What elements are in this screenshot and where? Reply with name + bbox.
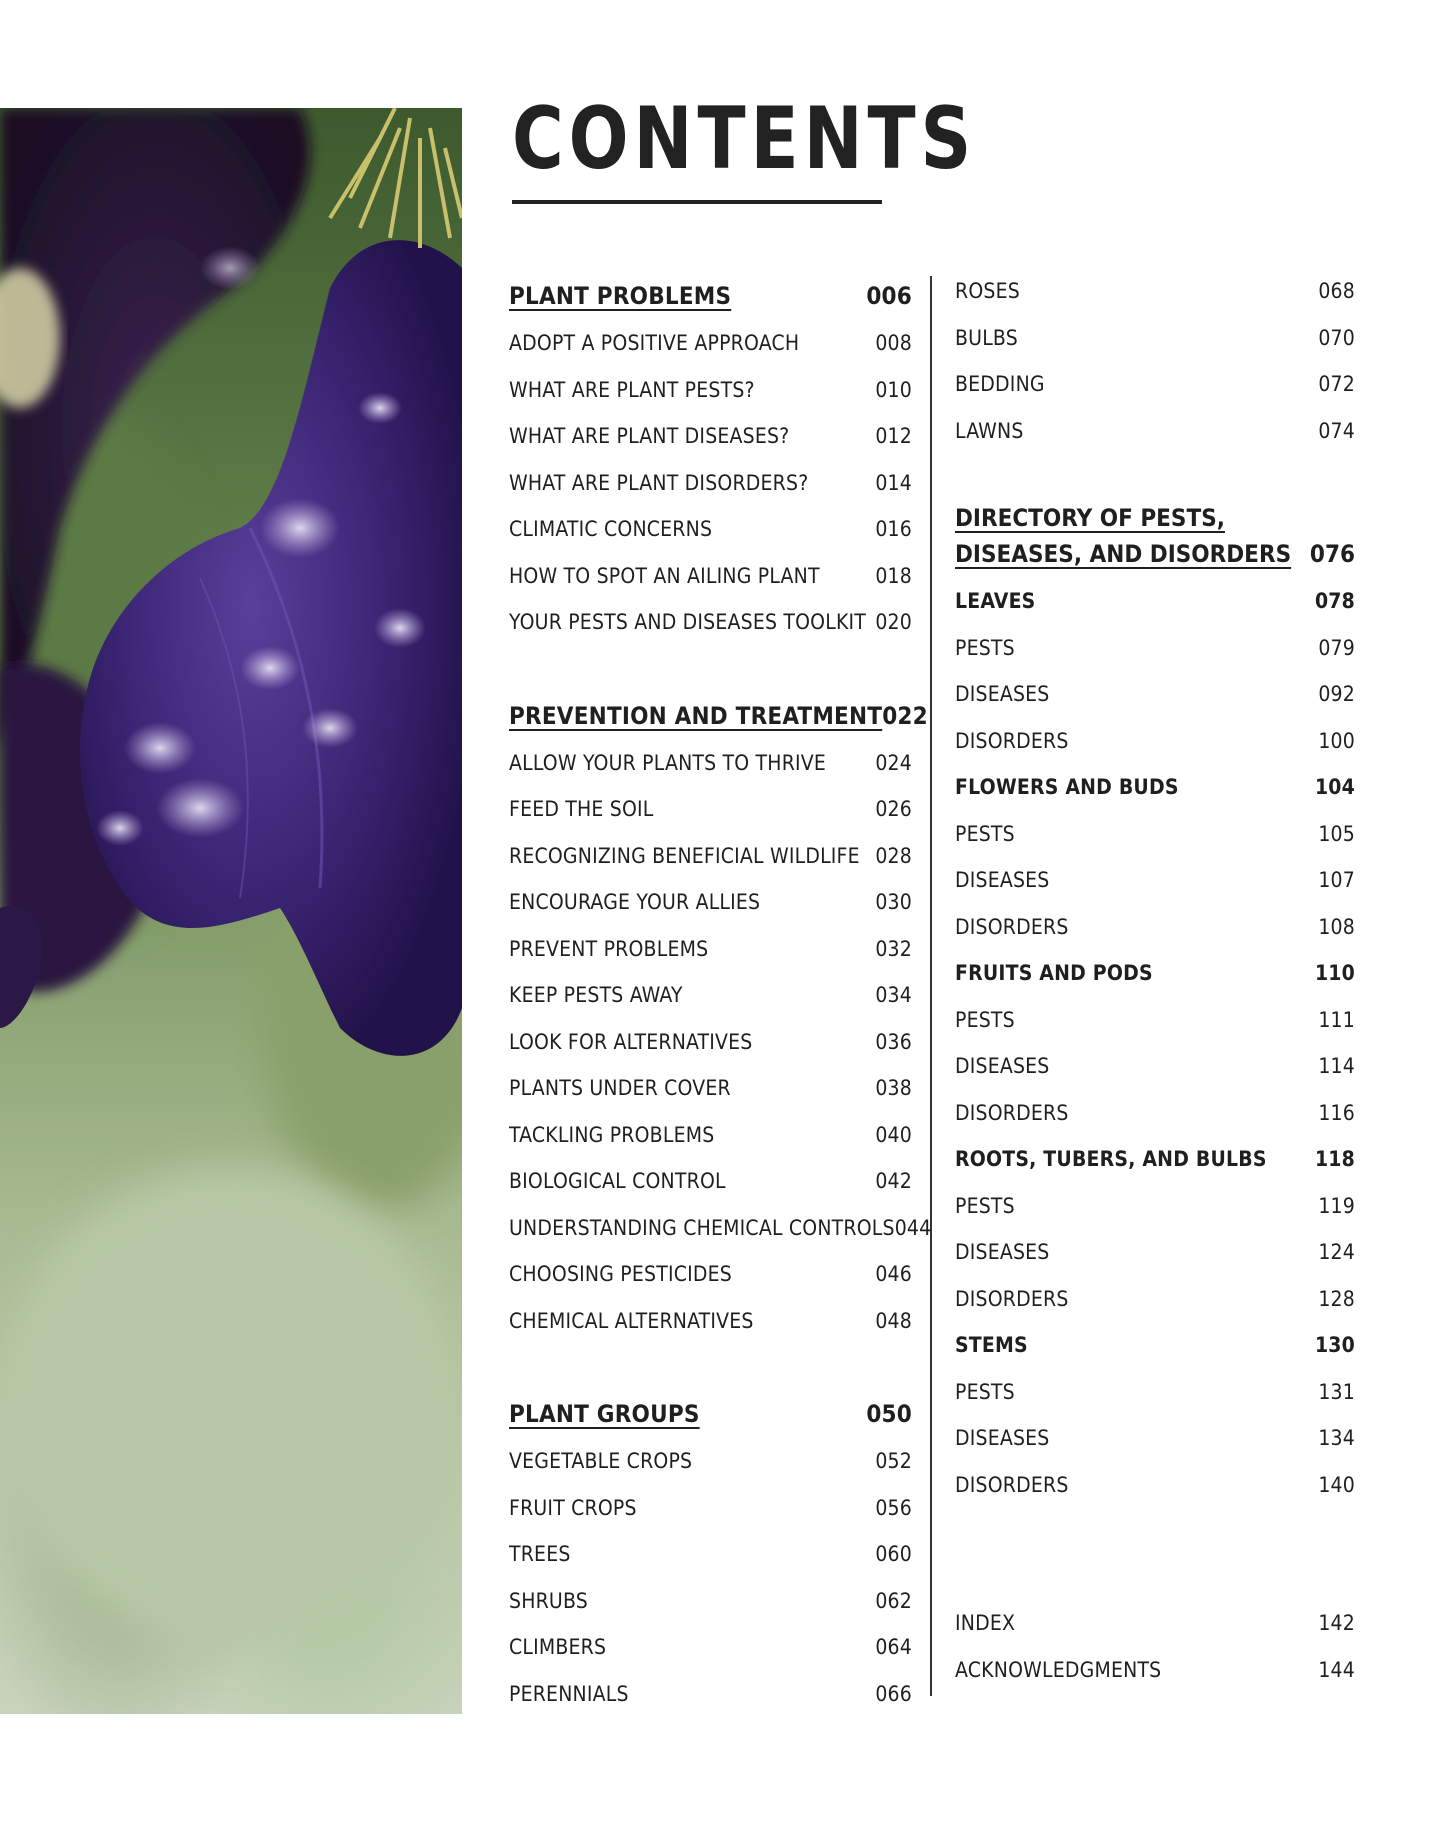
toc-entry[interactable]	[509, 786, 912, 833]
entry-label: DISORDERS	[955, 728, 1069, 753]
entry-label: PLANTS UNDER COVER	[509, 1076, 731, 1100]
toc-entry[interactable]	[955, 1600, 1355, 1647]
toc-right-column	[955, 268, 1355, 1693]
toc-entry[interactable]	[509, 926, 912, 973]
page-number: 134	[1318, 1426, 1355, 1450]
toc-subheading[interactable]	[955, 950, 1355, 997]
toc-subheading[interactable]	[955, 578, 1355, 625]
toc-entry[interactable]	[955, 811, 1355, 858]
page-number: 110	[1314, 961, 1355, 985]
entry-label: TREES	[509, 1542, 571, 1566]
entry-label: DISEASES	[955, 1054, 1050, 1078]
page-number: 105	[1318, 821, 1355, 846]
page-number: 104	[1314, 775, 1355, 799]
page-number: 124	[1318, 1240, 1355, 1264]
page-number: 111	[1318, 1007, 1355, 1032]
toc-entry[interactable]	[955, 625, 1355, 672]
page-title: CONTENTS	[512, 89, 977, 189]
toc-entry[interactable]	[509, 1019, 912, 1066]
entry-label: SHRUBS	[509, 1588, 588, 1613]
page-number: 062	[875, 1588, 912, 1613]
toc-subheading[interactable]	[955, 764, 1355, 811]
entry-label: FRUIT CROPS	[509, 1495, 637, 1520]
page-number: 107	[1318, 868, 1355, 892]
toc-entry[interactable]	[509, 1485, 912, 1532]
entry-label: CLIMBERS	[509, 1635, 607, 1659]
entry-label: RECOGNIZING BENEFICIAL WILDLIFE	[509, 843, 860, 868]
column-divider	[930, 276, 932, 1696]
flower-illustration	[0, 108, 462, 1714]
entry-label: ADOPT A POSITIVE APPROACH	[509, 331, 800, 355]
section-title: PLANT PROBLEMS	[509, 282, 732, 310]
page-number: 128	[1318, 1286, 1355, 1311]
section-title	[955, 500, 1291, 572]
toc-entry[interactable]	[509, 460, 912, 507]
entry-label: KEEP PESTS AWAY	[509, 983, 683, 1007]
entry-label: DISORDERS	[955, 914, 1069, 939]
toc-entry[interactable]	[955, 1229, 1355, 1276]
entry-label: DISEASES	[955, 868, 1050, 892]
entry-label: LEAVES	[955, 589, 1036, 613]
page-number: 016	[875, 517, 912, 541]
entry-label: CHEMICAL ALTERNATIVES	[509, 1308, 754, 1333]
section-title: PLANT GROUPS	[509, 1400, 700, 1428]
section-gap	[509, 1344, 912, 1390]
page-number: 070	[1318, 325, 1355, 350]
page-number: 056	[875, 1495, 912, 1520]
entry-label: DISORDERS	[955, 1472, 1069, 1497]
title-underline	[512, 200, 882, 204]
toc-entry[interactable]	[509, 1205, 932, 1252]
toc-entry[interactable]	[955, 904, 1355, 951]
entry-label: BEDDING	[955, 372, 1045, 396]
entry-label: DISORDERS	[955, 1100, 1069, 1125]
toc-entry[interactable]	[509, 1112, 912, 1159]
toc-entry[interactable]	[955, 671, 1355, 718]
toc-entry[interactable]	[509, 1298, 912, 1345]
entry-label: DISEASES	[955, 1240, 1050, 1264]
page-number: 144	[1318, 1657, 1355, 1682]
entry-label: CLIMATIC CONCERNS	[509, 517, 713, 541]
page-number: 052	[875, 1449, 912, 1473]
page-number: 140	[1318, 1472, 1355, 1497]
toc-entry[interactable]	[509, 740, 912, 787]
page-number: 006	[866, 282, 912, 310]
toc-entry[interactable]	[955, 1183, 1355, 1230]
page-number: 046	[875, 1262, 912, 1286]
page-number: 074	[1318, 418, 1355, 443]
toc-entry[interactable]	[955, 315, 1355, 362]
toc-section-heading[interactable]	[509, 272, 912, 320]
page-number: 114	[1318, 1054, 1355, 1078]
page-number: 076	[1309, 540, 1355, 568]
page-number: 012	[875, 424, 912, 448]
entry-label: LOOK FOR ALTERNATIVES	[509, 1029, 753, 1054]
page-number: 142	[1318, 1611, 1355, 1635]
entry-label: PREVENT PROBLEMS	[509, 936, 709, 961]
page-number: 119	[1318, 1193, 1355, 1218]
entry-label: PESTS	[955, 1193, 1015, 1218]
entry-label: BIOLOGICAL CONTROL	[509, 1169, 726, 1193]
toc-entry[interactable]	[509, 553, 912, 600]
entry-label: PESTS	[955, 821, 1015, 846]
entry-label: FEED THE SOIL	[509, 797, 654, 821]
section-gap	[509, 646, 912, 692]
section-title-line1: DIRECTORY OF PESTS,	[955, 504, 1225, 532]
page-number: 022	[882, 701, 928, 730]
section-gap	[955, 1508, 1355, 1554]
toc-subheading[interactable]	[955, 1322, 1355, 1369]
toc-entry[interactable]	[509, 833, 912, 880]
toc-entry[interactable]	[509, 1624, 912, 1671]
toc-entry[interactable]	[509, 506, 912, 553]
entry-label: WHAT ARE PLANT DISORDERS?	[509, 470, 809, 495]
toc-entry[interactable]	[955, 1415, 1355, 1462]
page-number: 032	[875, 936, 912, 961]
page-number: 130	[1314, 1333, 1355, 1357]
page-number: 066	[875, 1681, 912, 1706]
section-title: PREVENTION AND TREATMENT	[509, 701, 883, 730]
entry-label: FLOWERS AND BUDS	[955, 775, 1179, 799]
toc-entry[interactable]	[955, 718, 1355, 765]
toc-entry[interactable]	[955, 857, 1355, 904]
page-number: 079	[1318, 635, 1355, 660]
toc-entry[interactable]	[955, 1043, 1355, 1090]
entry-label: DISEASES	[955, 1426, 1050, 1450]
toc-entry[interactable]	[955, 268, 1355, 315]
entry-label: TACKLING PROBLEMS	[509, 1122, 715, 1147]
entry-label: ALLOW YOUR PLANTS TO THRIVE	[509, 750, 827, 775]
page-number: 064	[875, 1635, 912, 1659]
toc-entry[interactable]	[509, 1671, 912, 1718]
toc-entry[interactable]	[509, 1251, 912, 1298]
entry-label: ACKNOWLEDGMENTS	[955, 1657, 1162, 1682]
page-number: 020	[875, 610, 912, 634]
entry-label: INDEX	[955, 1611, 1016, 1635]
entry-label: PESTS	[955, 635, 1015, 660]
toc-entry[interactable]	[509, 1158, 912, 1205]
toc-entry[interactable]	[509, 972, 912, 1019]
page-number: 010	[875, 377, 912, 402]
page-number: 014	[875, 470, 912, 495]
page-number: 116	[1318, 1100, 1355, 1125]
page-number: 060	[875, 1542, 912, 1566]
entry-label: DISORDERS	[955, 1286, 1069, 1311]
entry-label: PESTS	[955, 1379, 1015, 1404]
page-number: 108	[1318, 914, 1355, 939]
page-number: 034	[875, 983, 912, 1007]
toc-left-column	[509, 272, 932, 1717]
entry-label: PESTS	[955, 1007, 1015, 1032]
page-number: 078	[1314, 589, 1355, 613]
entry-label: VEGETABLE CROPS	[509, 1449, 693, 1473]
toc-entry[interactable]	[509, 1065, 912, 1112]
page-number: 040	[875, 1122, 912, 1147]
page-number: 042	[875, 1169, 912, 1193]
page-number: 030	[875, 890, 912, 914]
section-gap	[955, 454, 1355, 500]
toc-entry[interactable]	[955, 408, 1355, 455]
entry-label: DISEASES	[955, 682, 1050, 706]
entry-label: LAWNS	[955, 418, 1024, 443]
toc-entry[interactable]	[509, 1578, 912, 1625]
toc-entry[interactable]	[509, 879, 912, 926]
entry-label: CHOOSING PESTICIDES	[509, 1262, 732, 1286]
page-number: 044	[894, 1215, 932, 1240]
toc-section-heading[interactable]	[509, 1390, 912, 1438]
toc-section-heading[interactable]	[509, 692, 928, 740]
toc-entry[interactable]	[509, 1438, 912, 1485]
page-number: 118	[1314, 1147, 1355, 1171]
entry-label: ENCOURAGE YOUR ALLIES	[509, 890, 761, 914]
toc-entry[interactable]	[955, 1647, 1355, 1694]
entry-label: WHAT ARE PLANT PESTS?	[509, 377, 755, 402]
entry-label: UNDERSTANDING CHEMICAL CONTROLS	[509, 1215, 895, 1240]
page-number: 036	[875, 1029, 912, 1054]
toc-subheading[interactable]	[955, 1136, 1355, 1183]
entry-label: PERENNIALS	[509, 1681, 629, 1706]
section-title-line2: DISEASES, AND DISORDERS	[955, 540, 1292, 568]
page-number: 008	[875, 331, 912, 355]
toc-entry[interactable]	[955, 1369, 1355, 1416]
clematis-flower-photo	[0, 108, 462, 1714]
toc-entry[interactable]	[955, 361, 1355, 408]
toc-entry[interactable]	[509, 367, 912, 414]
page-number: 024	[875, 750, 912, 775]
entry-label: HOW TO SPOT AN AILING PLANT	[509, 563, 820, 588]
page-number: 068	[1318, 279, 1355, 303]
entry-label: FRUITS AND PODS	[955, 961, 1153, 985]
toc-entry[interactable]	[955, 997, 1355, 1044]
entry-label: BULBS	[955, 325, 1018, 350]
entry-label: ROSES	[955, 279, 1020, 303]
page-number: 018	[875, 563, 912, 588]
page-number: 100	[1318, 728, 1355, 753]
toc-entry[interactable]	[955, 1462, 1355, 1509]
entry-label: STEMS	[955, 1333, 1028, 1357]
toc-entry[interactable]	[509, 1531, 912, 1578]
page-number: 131	[1318, 1379, 1355, 1404]
page-number: 072	[1318, 372, 1355, 396]
section-gap	[955, 1554, 1355, 1600]
toc-entry[interactable]	[509, 413, 912, 460]
entry-label: WHAT ARE PLANT DISEASES?	[509, 424, 790, 448]
page-number: 026	[875, 797, 912, 821]
toc-entry[interactable]	[955, 1276, 1355, 1323]
toc-entry[interactable]	[509, 599, 912, 646]
page-number: 050	[866, 1400, 912, 1428]
entry-label: YOUR PESTS AND DISEASES TOOLKIT	[509, 610, 867, 634]
toc-entry[interactable]	[955, 1090, 1355, 1137]
page-number: 028	[875, 843, 912, 868]
toc-section-heading[interactable]	[955, 500, 1355, 572]
toc-entry[interactable]	[509, 320, 912, 367]
page-number: 048	[875, 1308, 912, 1333]
page-number: 038	[875, 1076, 912, 1100]
entry-label: ROOTS, TUBERS, AND BULBS	[955, 1147, 1267, 1171]
page-number: 092	[1318, 682, 1355, 706]
